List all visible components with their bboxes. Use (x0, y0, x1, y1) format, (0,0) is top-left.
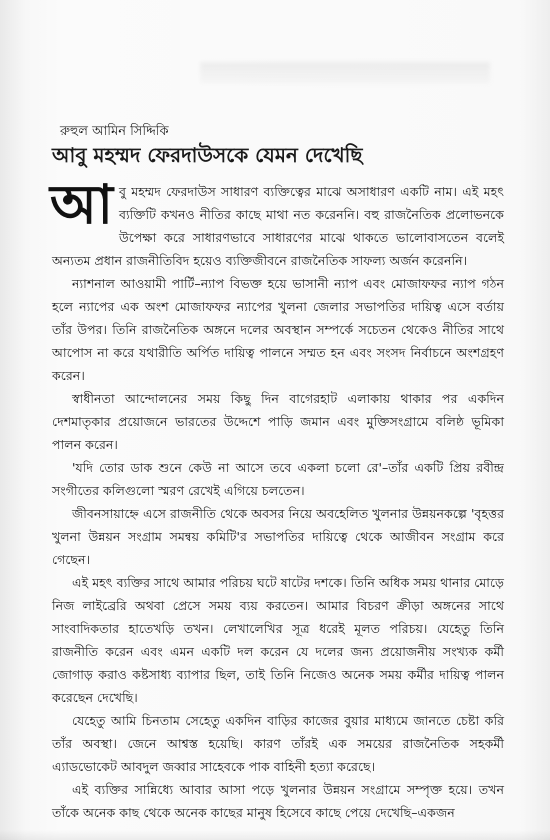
paragraph-6: এই মহৎ ব্যক্তির সাথে আমার পরিচয় ঘটে ষাটের দশকে। তিনি অধিক সময় থানার মোড়ে নিজ লাইব্রেরি অথবা প্রেসে সময় ব্যয় করতেন। আমার বিচরণ ক্রীড়া অঙ্গনের সাথে সাংবাদিকতার হাতেখড়ি তখন। লেখালেখির সূত্র ধরেই মূলত পরিচয়। যেহেতু তিনি রাজনীতি করেন এবং এমন একটি দল করেন যে দলের জন্য প্রয়োজনীয় সংখ্যক কর্মী জোগাড় করাও কষ্টসাধ্য ব্যাপার ছিল, তাই তিনি নিজেও অনেক সময় কর্মীর দায়িত্ব পালন করেছেন দেখেছি। (52, 575, 504, 705)
paragraph-1-text: বু মহম্মদ ফেরদাউস সাধারণ ব্যক্তিত্বের মাঝে অসাধারণ একটি নাম। এই মহৎ ব্যক্তিটি কখনও নীতির কাছে মাথা নত করেননি। বহু রাজনৈতিক প্রলোভনকে উপেক্ষা করে সাধারণভাবে সাধারণের মাঝে থাকতে ভালোবাসতেন বলেই অন্যতম প্রধান রাজনীতিবিদ হয়েও ব্যক্তিজীবনে রাজনৈতিক সাফল্য অর্জন করেননি। (52, 184, 504, 268)
paragraph-7: যেহেতু আমি চিনতাম সেহেতু একদিন বাড়ির কাজের বুয়ার মাধ্যমে জানতে চেষ্টা করি তাঁর অবস্থা। জেনে আশ্বস্ত হয়েছি। কারণ তাঁরই এক সময়ের রাজনৈতিক সহকর্মী এ্যাডভোকেট আবদুল জব্বার সাহেবকে পাক বাহিনী হত্যা করেছে। (52, 713, 504, 774)
author-name: রুহুল আমিন সিদ্দিকি (60, 124, 169, 139)
article (52, 124, 504, 824)
drop-cap: আ (50, 173, 113, 236)
bleed-through-shadow (200, 62, 490, 84)
article-title: আবু মহম্মদ ফেরদাউসকে যেমন দেখেছি (52, 143, 363, 167)
paragraph-5: জীবনসায়াহ্নে এসে রাজনীতি থেকে অবসর নিয়ে অবহেলিত খুলনার উন্নয়নকল্পে 'বৃহত্তর খুলনা উন্নয়ন সংগ্রাম সমন্বয় কমিটি'র সভাপতির দায়িত্বে থেকে আজীবন সংগ্রাম করে গেছেন। (52, 506, 504, 567)
paragraph-8: এই ব্যক্তির সান্নিধ্যে আবার আসা পড়ে খুলনার উন্নয়ন সংগ্রামে সম্পৃক্ত হয়ে। তখন তাঁকে অনেক কাছ থেকে অনেক কাছের মানুষ হিসেবে কাছে পেয়ে দেখেছি–একজন (52, 782, 504, 820)
paragraph-4: 'যদি তোর ডাক শুনে কেউ না আসে তবে একলা চলো রে'–তাঁর একটি প্রিয় রবীন্দ্র সংগীতের কলিগুলো স্মরণ রেখেই এগিয়ে চলতেন। (52, 460, 504, 498)
paragraph-2: ন্যাশনাল আওয়ামী পার্টি–ন্যাপ বিভক্ত হয়ে ভাসানী ন্যাপ এবং মোজাফফর ন্যাপ গঠন হলে ন্যাপের এক অংশ মোজাফফর ন্যাপের খুলনা জেলার সভাপতির দায়িত্ব এসে বর্তায় তাঁর উপর। তিনি রাজনৈতিক অঙ্গনে দলের অবস্থান সম্পর্কে সচেতন থেকেও নীতির সাথে আপোস না করে যথারীতি অর্পিত দায়িত্ব পালনে সম্মত হন এবং সংসদ নির্বাচনে অংশগ্রহণ করেন। (52, 276, 504, 383)
page-bottom-edge (0, 830, 550, 840)
paragraph-1 (50, 173, 504, 272)
paragraph-3: স্বাধীনতা আন্দোলনের সময় কিছু দিন বাগেরহাট এলাকায় থাকার পর একদিন দেশমাতৃকার প্রয়োজনে ভারতের উদ্দেশে পাড়ি জমান এবং মুক্তিসংগ্রামে বলিষ্ঠ ভূমিকা পালন করেন। (52, 391, 504, 452)
